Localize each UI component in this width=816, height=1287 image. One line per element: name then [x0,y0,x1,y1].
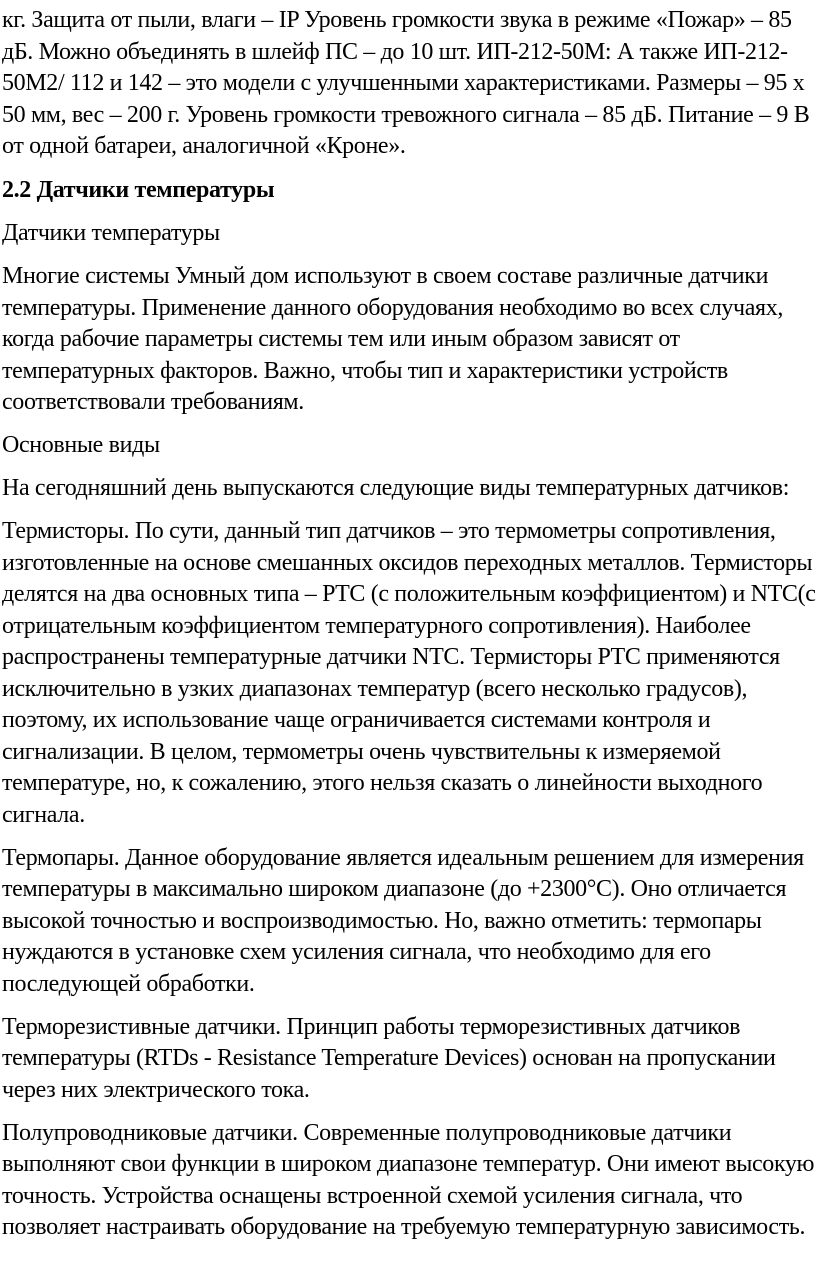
subtitle-sensors: Датчики температуры [2,220,220,246]
paragraph-thermocouples: Термопары. Данное оборудование является идеальным решением для измерения температуры в максимально широком диапазоне (до +2300°С). Оно отличается высокой точностью и воспроизводимостью. Но, важно отметить: термопары нуждаются в установке схем усиления сигнала, что необходимо для его последующей обработки. [2,844,804,997]
paragraph-thermistors: Термисторы. По сути, данный тип датчиков – это термометры сопротивления, изготовленные на основе смешанных оксидов переходных металлов. Термисторы делятся на два основных типа – PTC (с положительным коэффициентом) и NTC(с отрицательным коэффициентом температурного сопротивления). Наиболее распространены температурные датчики NTC. Термисторы PTC применяются исключительно в узких диапазонах температур (всего несколько градусов), поэтому, их использование чаще ограничивается системами контроля и сигнализации. В целом, термометры очень чувствительны к измеряемой температуре, но, к сожалению, этого нельзя сказать о линейности выходного сигнала. [2,518,816,828]
subtitle-types: Основные виды [2,432,160,458]
paragraph-rtd: Терморезистивные датчики. Принцип работы терморезистивных датчиков температуры (RTDs - Resistance Temperature Devices) основан на пропускании через них электрического тока. [2,1013,776,1103]
paragraph-semiconductor: Полупроводниковые датчики. Современные полупроводниковые датчики выполняют свои функции в широком диапазоне температур. Они имеют высокую точность. Устройства оснащены встроенной схемой усиления сигнала, что позволяет настраивать оборудование на требуемую температурную зависимость. [2,1119,815,1240]
paragraph-intro: кг. Защита от пыли, влаги – IP Уровень громкости звука в режиме «Пожар» – 85 дБ. Можно объединять в шлейф ПС – до 10 шт. ИП-212-50М: А также ИП-212-50М2/ 112 и 142 – это модели с улучшенными характеристиками. Размеры – 95 х 50 мм, вес – 200 г. Уровень громкости тревожного сигнала – 85 дБ. Питание – 9 В от одной батареи, аналогичной «Кроне». [2,7,810,159]
paragraph-smart-home: Многие системы Умный дом используют в своем составе различные датчики температуры. Применение данного оборудования необходимо во всех случаях, когда рабочие параметры системы тем или иным образом зависят от температурных факторов. Важно, чтобы тип и характеристики устройств соответствовали требованиям. [2,263,784,415]
section-heading: 2.2 Датчики температуры [2,176,275,203]
paragraph-types-intro: На сегодняшний день выпускаются следующие виды температурных датчиков: [2,475,790,501]
